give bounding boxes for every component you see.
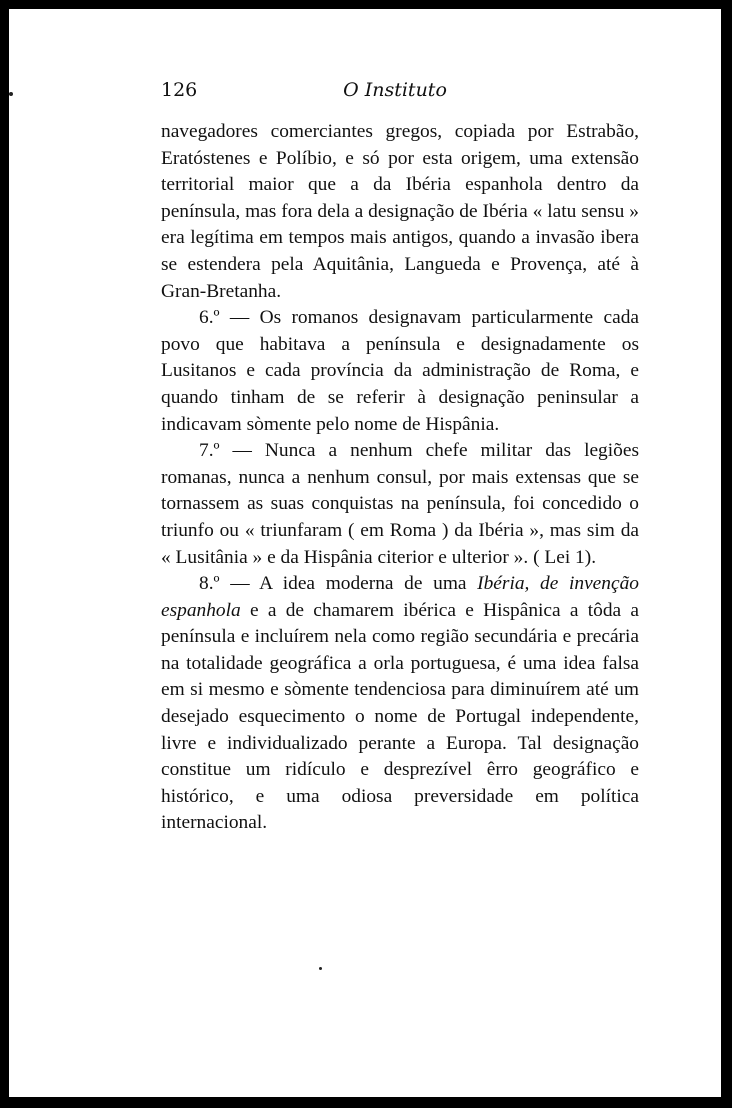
paragraph-7: 7.º — Nunca a nenhum chefe militar das legiões romanas, nunca a nenhum consul, por mais extensas que se tornassem as suas conquistas na península, foi concedido o triunfo ou « triunfaram ( em Roma ) da Ibéria », mas sim da « Lusitânia » e da Hispânia citerior e ulterior ». ( Lei 1). [161,440,639,568]
running-title: O Instituto [343,79,447,101]
page-number: 126 [161,79,198,101]
paragraph-6: 6.º — Os romanos designavam particularmente cada povo que habitava a península e designadamente os Lusitanos e cada província da administração de Roma, e quando tinham de se referir à designação peninsular a indicavam sòmente pelo nome de Hispânia. [161,307,639,435]
page-header [161,79,629,103]
print-speck [9,92,13,96]
print-speck [319,967,322,970]
paragraph-8-start: 8.º — A idea moderna de uma [199,573,478,595]
paragraph-8 [161,571,639,837]
paragraph-continuation: navegadores comerciantes gregos, copiada por Estrabão, Eratóstenes e Políbio, e só por esta origem, uma extensão territorial maior que a da Ibéria espanhola dentro da península, mas fora dela a designação de Ibéria « latu sensu » era legítima em tempos mais antigos, quando a invasão ibera se estendera pela Aquitânia, Langueda e Provença, até à Gran-Bretanha. [161,121,639,302]
body-text [161,119,639,837]
book-page [9,9,721,1097]
paragraph-8-italic: Ibéria, de invenção espanhola [161,573,639,621]
paragraph-8-end: e a de chamarem ibérica e Hispânica a tôda a península e incluírem nela como região secundária e precária na totalidade geográfica a orla portuguesa, é uma idea falsa em si mesmo e sòmente tendenciosa para diminuírem até um desejado esquecimento o nome de Portugal independente, livre e individualizado perante a Europa. Tal designação constitue um ridículo e desprezível êrro geográfico e histórico, e uma odiosa preversidade em política internacional. [161,599,639,834]
